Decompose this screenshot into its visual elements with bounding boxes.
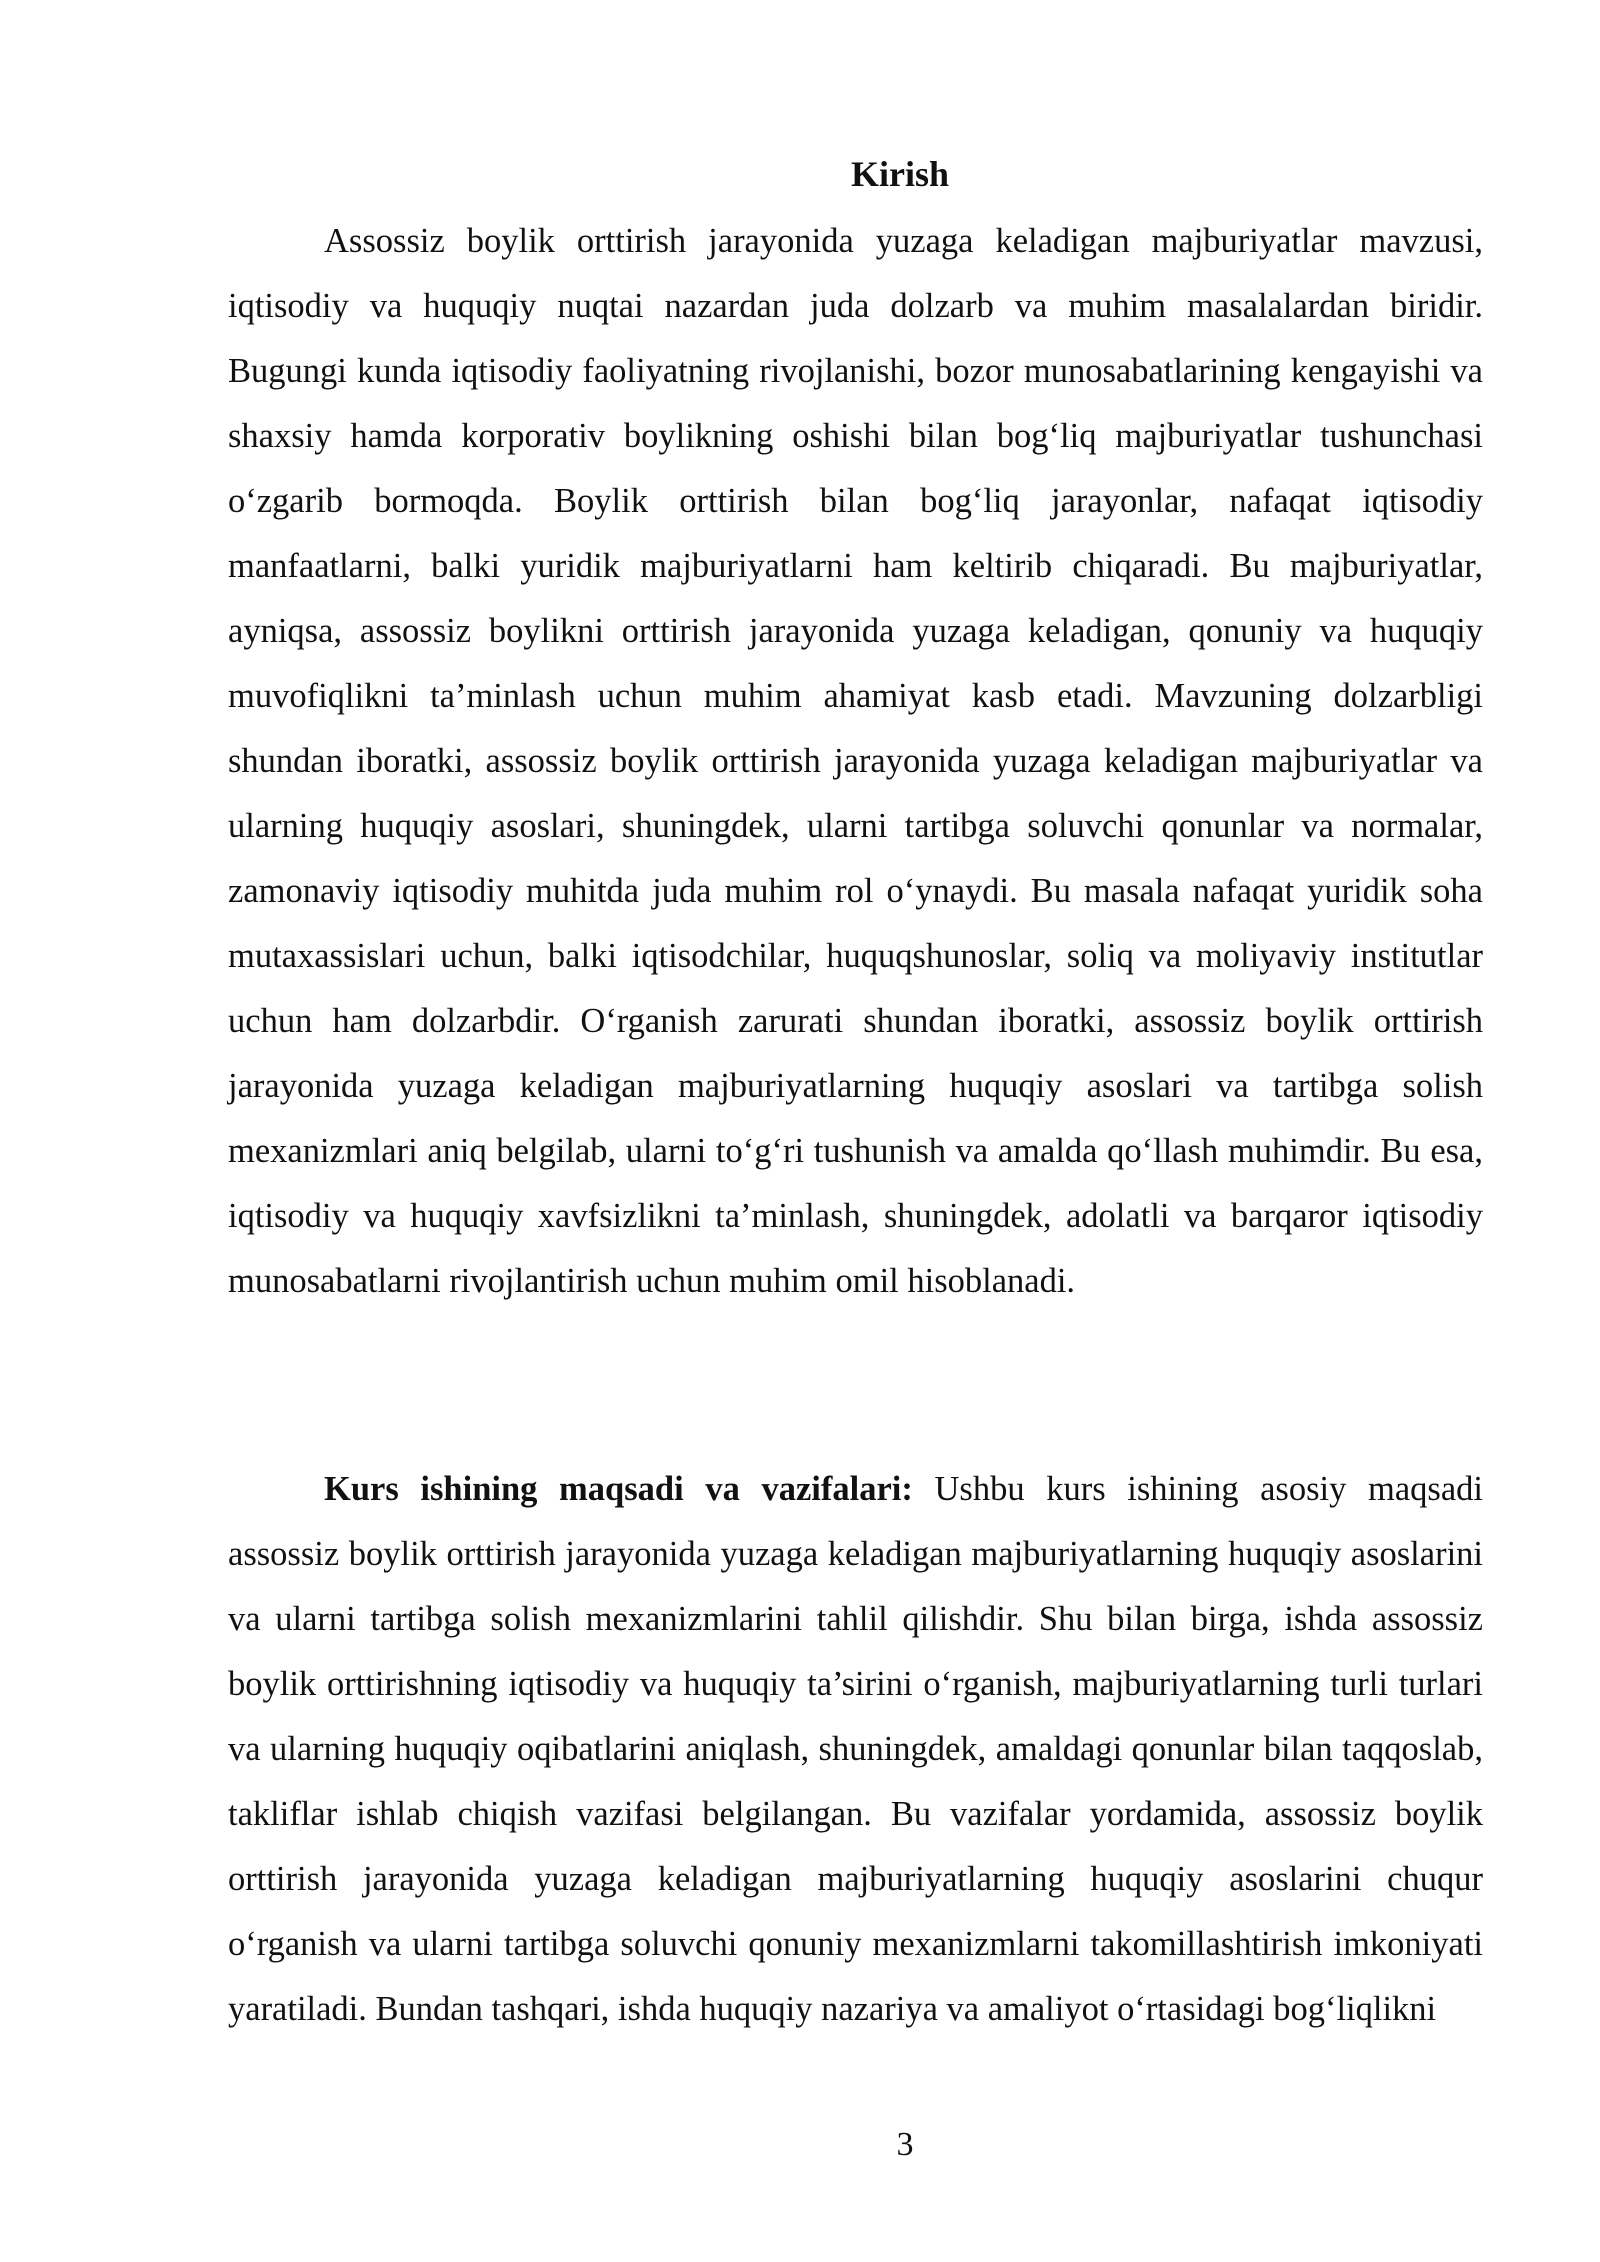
section-heading: Kirish [850,154,949,194]
goals-paragraph [228,1457,1483,2042]
paragraph-text: Assossiz boylik orttirish jarayonida yuzaga keladigan majburiyatlar mavzusi, iqtisodiy va huquqiy nuqtai nazardan juda dolzarb va muhim masalalardan biridir. Bugungi kunda iqtisodiy faoliyatning rivojlanishi, bozor munosabatlarining kengayishi va shaxsiy hamda korporativ boylikning oshishi bilan bog‘liq majburiyatlar tushunchasi o‘zgarib bormoqda. Boylik orttirish bilan bog‘liq jarayonlar, nafaqat iqtisodiy manfaatlarni, balki yuridik majburiyatlarni ham keltirib chiqaradi. Bu majburiyatlar, ayniqsa, assossiz boylikni orttirish jarayonida yuzaga keladigan, qonuniy va huquqiy muvofiqlikni ta’minlash uchun muhim ahamiyat kasb etadi. Mavzuning dolzarbligi shundan iboratki, assossiz boylik orttirish jarayonida yuzaga keladigan majburiyatlar va ularning huquqiy asoslari, shuningdek, ularni tartibga soluvchi qonunlar va normalar, zamonaviy iqtisodiy muhitda juda muhim rol o‘ynaydi. Bu masala nafaqat yuridik soha mutaxassislari uchun, balki iqtisodchilar, huquqshunoslar, soliq va moliyaviy institutlar uchun ham dolzarbdir. O‘rganish zarurati shundan iboratki, assossiz boylik orttirish jarayonida yuzaga keladigan majburiyatlarning huquqiy asoslari va tartibga solish mexanizmlari aniq belgilab, ularni to‘g‘ri tushunish va amalda qo‘llash muhimdir. Bu esa, iqtisodiy va huquqiy xavfsizlikni ta’minlash, shuningdek, adolatli va barqaror iqtisodiy munosabatlarni rivojlantirish uchun muhim omil hisoblanadi. [228,222,1483,1300]
paragraph-lead: Kurs ishining maqsadi va vazifalari: [324,1470,913,1508]
page-number: 3 [896,2126,914,2163]
intro-paragraph [228,209,1483,1314]
paragraph-text: Ushbu kurs ishining asosiy maqsadi assossiz boylik orttirish jarayonida yuzaga keladigan majburiyatlarning huquqiy asoslarini va ularni tartibga solish mexanizmlarini tahlil qilishdir. Shu bilan birga, ishda assossiz boylik orttirishning iqtisodiy va huquqiy ta’sirini o‘rganish, majburiyatlarning turli turlari va ularning huquqiy oqibatlarini aniqlash, shuningdek, amaldagi qonunlar bilan taqqoslab, takliflar ishlab chiqish vazifasi belgilangan. Bu vazifalar yordamida, assossiz boylik orttirish jarayonida yuzaga keladigan majburiyatlarning huquqiy asoslarini chuqur o‘rganish va ularni tartibga soluvchi qonuniy mexanizmlarni takomillashtirish imkoniyati yaratiladi. Bundan tashqari, ishda huquqiy nazariya va amaliyot o‘rtasidagi bog‘liqlikni [228,1470,1483,2028]
